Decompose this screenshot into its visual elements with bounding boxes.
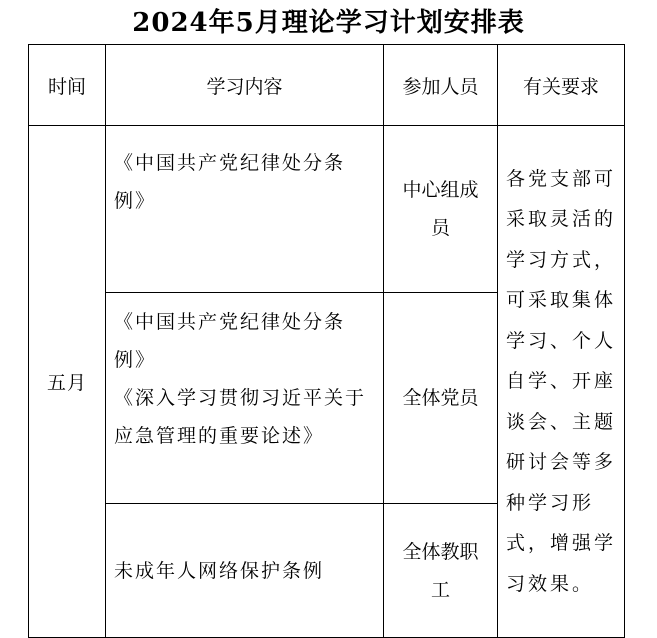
header-requirements: 有关要求 (498, 45, 625, 126)
content-cell (106, 126, 384, 293)
table-row (29, 126, 625, 293)
content-cell (106, 293, 384, 504)
participants-cell: 全体党员 (384, 293, 498, 504)
requirements-cell: 各党支部可采取灵活的学习方式，可采取集体学习、个人自学、开座谈会、主题研讨会等多种学习形式，增强学习效果。 (498, 126, 625, 638)
time-cell: 五月 (29, 126, 106, 638)
content-item: 未成年人网络保护条例 (114, 559, 325, 582)
schedule-table (28, 44, 625, 638)
table-header-row (29, 45, 625, 126)
header-time: 时间 (29, 45, 106, 126)
content-item: 《中国共产党纪律处分条例》 (114, 152, 346, 212)
header-participants: 参加人员 (384, 45, 498, 126)
header-content: 学习内容 (106, 45, 384, 126)
content-item: 《中国共产党纪律处分条例》 (114, 311, 346, 371)
participants-cell: 中心组成员 (384, 126, 498, 293)
content-item: 《深入学习贯彻习近平关于应急管理的重要论述》 (114, 387, 367, 447)
participants-cell: 全体教职工 (384, 504, 498, 638)
content-cell (106, 504, 384, 638)
page-title: 2024年5月理论学习计划安排表 (132, 8, 525, 38)
